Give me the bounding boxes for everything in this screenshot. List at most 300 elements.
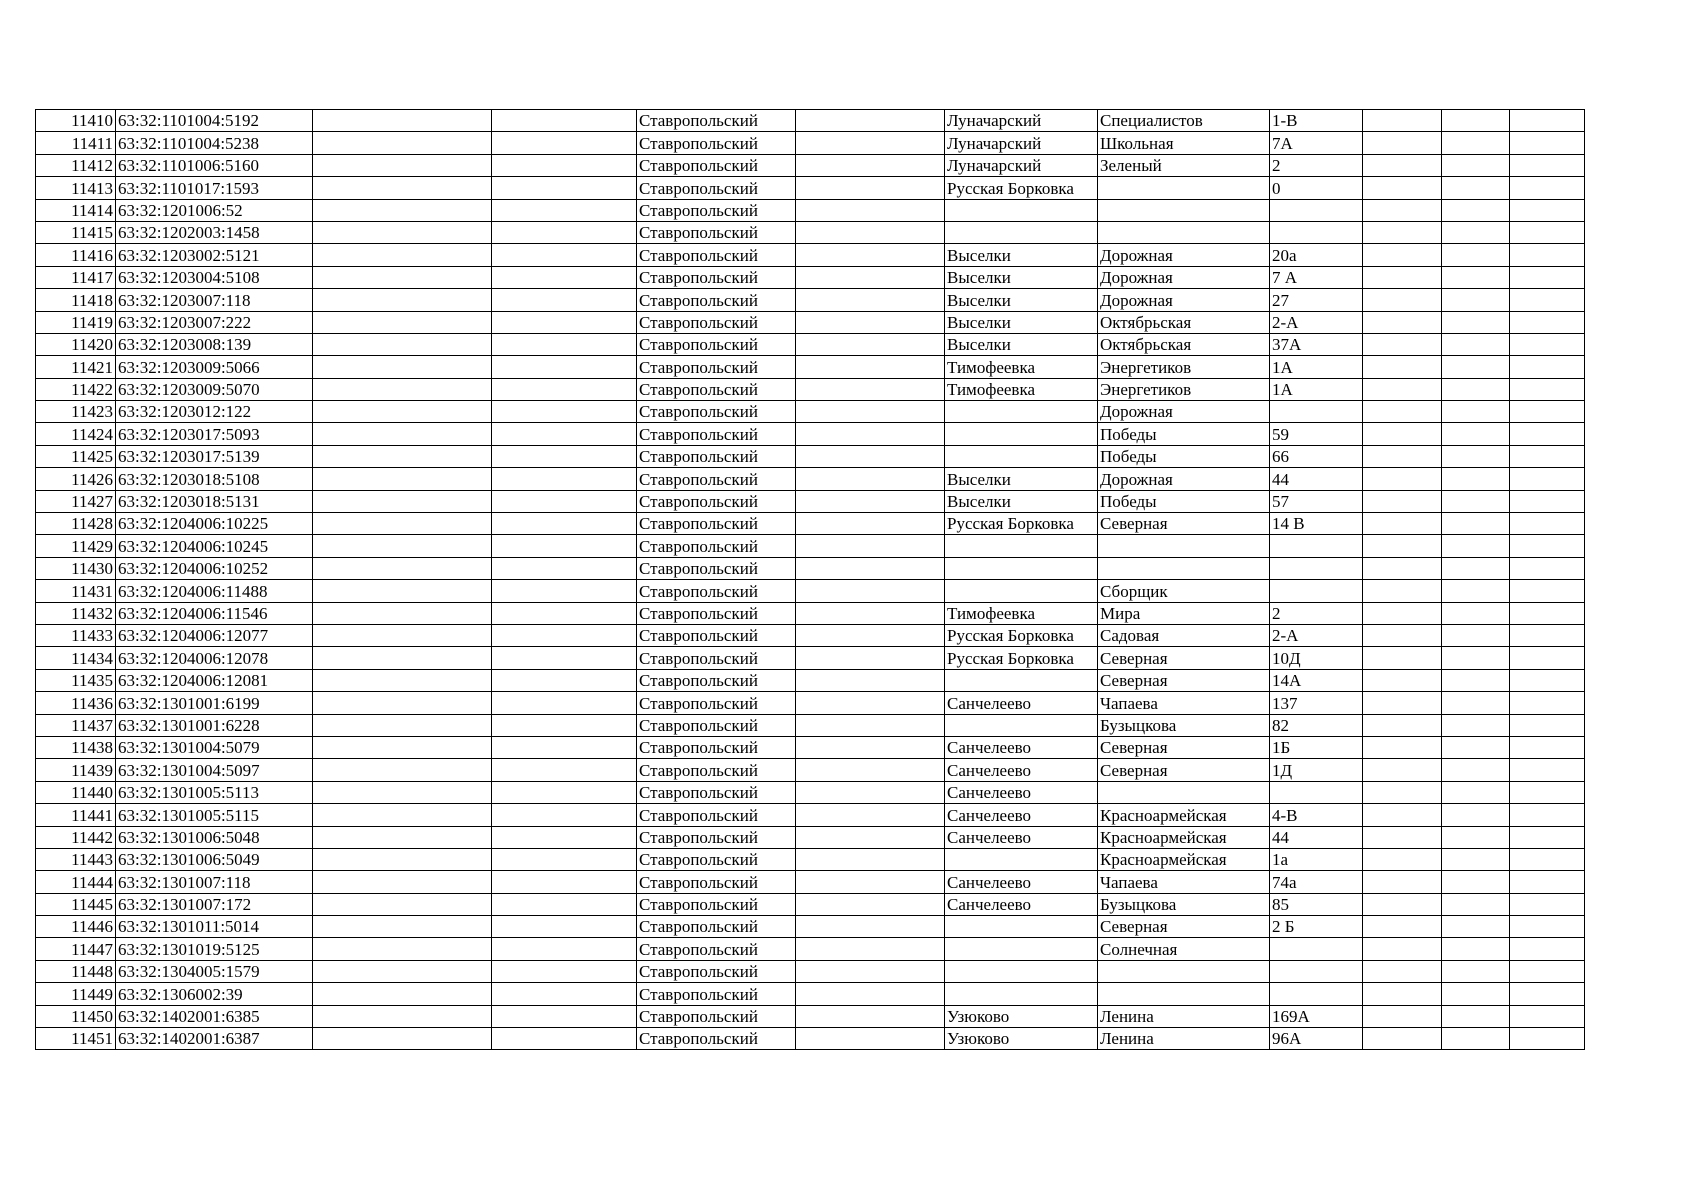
- empty-cell: [796, 848, 945, 870]
- empty-cell: [796, 557, 945, 579]
- empty-cell: [492, 938, 637, 960]
- district-cell: Ставропольский: [637, 221, 796, 243]
- empty-cell: [1442, 826, 1510, 848]
- empty-cell: [1442, 960, 1510, 982]
- locality-cell: Русская Борковка: [945, 513, 1098, 535]
- empty-cell: [492, 692, 637, 714]
- empty-cell: [492, 266, 637, 288]
- locality-cell: Выселки: [945, 289, 1098, 311]
- empty-cell: [796, 916, 945, 938]
- empty-cell: [492, 423, 637, 445]
- table-row: [36, 311, 1585, 333]
- street-cell: Мира: [1098, 602, 1270, 624]
- empty-cell: [1363, 132, 1442, 154]
- street-cell: Солнечная: [1098, 938, 1270, 960]
- empty-cell: [796, 804, 945, 826]
- empty-cell: [796, 960, 945, 982]
- locality-cell: Выселки: [945, 333, 1098, 355]
- row-number-cell: 11431: [36, 580, 116, 602]
- cadastral-number-cell: 63:32:1101006:5160: [116, 154, 313, 176]
- empty-cell: [313, 289, 492, 311]
- empty-cell: [1363, 110, 1442, 132]
- empty-cell: [1510, 199, 1585, 221]
- table-row: [36, 110, 1585, 132]
- table-row: [36, 602, 1585, 624]
- empty-cell: [1363, 1005, 1442, 1027]
- empty-cell: [492, 1005, 637, 1027]
- cadastral-number-cell: 63:32:1301007:118: [116, 871, 313, 893]
- cadastral-number-cell: 63:32:1203002:5121: [116, 244, 313, 266]
- empty-cell: [492, 580, 637, 602]
- empty-cell: [313, 221, 492, 243]
- empty-cell: [796, 871, 945, 893]
- empty-cell: [1363, 266, 1442, 288]
- empty-cell: [1442, 781, 1510, 803]
- table-row: [36, 333, 1585, 355]
- locality-cell: Узюково: [945, 1028, 1098, 1050]
- street-cell: Сборщик: [1098, 580, 1270, 602]
- empty-cell: [796, 580, 945, 602]
- empty-cell: [1442, 759, 1510, 781]
- empty-cell: [1510, 781, 1585, 803]
- empty-cell: [492, 781, 637, 803]
- table-row: [36, 132, 1585, 154]
- district-cell: Ставропольский: [637, 938, 796, 960]
- table-row: [36, 378, 1585, 400]
- row-number-cell: 11430: [36, 557, 116, 579]
- empty-cell: [1442, 624, 1510, 646]
- district-cell: Ставропольский: [637, 557, 796, 579]
- empty-cell: [796, 289, 945, 311]
- cadastral-number-cell: 63:32:1301019:5125: [116, 938, 313, 960]
- row-number-cell: 11446: [36, 916, 116, 938]
- empty-cell: [1363, 624, 1442, 646]
- district-cell: Ставропольский: [637, 468, 796, 490]
- empty-cell: [1363, 154, 1442, 176]
- empty-cell: [1363, 871, 1442, 893]
- cadastral-number-cell: 63:32:1301004:5079: [116, 736, 313, 758]
- locality-cell: Выселки: [945, 468, 1098, 490]
- street-cell: Победы: [1098, 445, 1270, 467]
- empty-cell: [1363, 557, 1442, 579]
- empty-cell: [1363, 781, 1442, 803]
- empty-cell: [1510, 132, 1585, 154]
- empty-cell: [313, 580, 492, 602]
- locality-cell: Санчелеево: [945, 759, 1098, 781]
- empty-cell: [1510, 736, 1585, 758]
- district-cell: Ставропольский: [637, 669, 796, 691]
- empty-cell: [492, 445, 637, 467]
- empty-cell: [313, 848, 492, 870]
- house-number-cell: [1270, 960, 1363, 982]
- empty-cell: [313, 736, 492, 758]
- locality-cell: Выселки: [945, 311, 1098, 333]
- empty-cell: [313, 423, 492, 445]
- district-cell: Ставропольский: [637, 736, 796, 758]
- row-number-cell: 11419: [36, 311, 116, 333]
- locality-cell: Санчелеево: [945, 692, 1098, 714]
- row-number-cell: 11434: [36, 647, 116, 669]
- empty-cell: [1510, 848, 1585, 870]
- empty-cell: [1510, 266, 1585, 288]
- empty-cell: [796, 983, 945, 1005]
- district-cell: Ставропольский: [637, 826, 796, 848]
- locality-cell: [945, 445, 1098, 467]
- empty-cell: [313, 781, 492, 803]
- street-cell: [1098, 221, 1270, 243]
- empty-cell: [796, 602, 945, 624]
- empty-cell: [1510, 513, 1585, 535]
- table-row: [36, 916, 1585, 938]
- empty-cell: [796, 826, 945, 848]
- empty-cell: [492, 199, 637, 221]
- empty-cell: [313, 602, 492, 624]
- empty-cell: [1363, 445, 1442, 467]
- empty-cell: [1363, 468, 1442, 490]
- house-number-cell: 66: [1270, 445, 1363, 467]
- empty-cell: [1363, 311, 1442, 333]
- empty-cell: [1442, 647, 1510, 669]
- empty-cell: [313, 445, 492, 467]
- cadastral-number-cell: 63:32:1204006:10252: [116, 557, 313, 579]
- cadastral-number-cell: 63:32:1201006:52: [116, 199, 313, 221]
- district-cell: Ставропольский: [637, 759, 796, 781]
- cadastral-number-cell: 63:32:1301006:5048: [116, 826, 313, 848]
- cadastral-number-cell: 63:32:1203012:122: [116, 401, 313, 423]
- cadastral-number-cell: 63:32:1203017:5093: [116, 423, 313, 445]
- district-cell: Ставропольский: [637, 960, 796, 982]
- empty-cell: [1442, 1028, 1510, 1050]
- empty-cell: [1363, 692, 1442, 714]
- table-row: [36, 804, 1585, 826]
- row-number-cell: 11432: [36, 602, 116, 624]
- house-number-cell: 14 В: [1270, 513, 1363, 535]
- row-number-cell: 11436: [36, 692, 116, 714]
- locality-cell: [945, 221, 1098, 243]
- district-cell: Ставропольский: [637, 1028, 796, 1050]
- house-number-cell: [1270, 781, 1363, 803]
- empty-cell: [313, 557, 492, 579]
- row-number-cell: 11444: [36, 871, 116, 893]
- empty-cell: [1442, 557, 1510, 579]
- empty-cell: [1363, 513, 1442, 535]
- empty-cell: [1363, 289, 1442, 311]
- cadastral-number-cell: 63:32:1101004:5192: [116, 110, 313, 132]
- table-row: [36, 535, 1585, 557]
- street-cell: Красноармейская: [1098, 804, 1270, 826]
- empty-cell: [1510, 356, 1585, 378]
- cadastral-number-cell: 63:32:1204006:12081: [116, 669, 313, 691]
- row-number-cell: 11416: [36, 244, 116, 266]
- cadastral-number-cell: 63:32:1301001:6199: [116, 692, 313, 714]
- empty-cell: [492, 557, 637, 579]
- street-cell: Бузыцкова: [1098, 714, 1270, 736]
- empty-cell: [1510, 110, 1585, 132]
- street-cell: Победы: [1098, 490, 1270, 512]
- district-cell: Ставропольский: [637, 848, 796, 870]
- district-cell: Ставропольский: [637, 580, 796, 602]
- empty-cell: [1442, 132, 1510, 154]
- row-number-cell: 11428: [36, 513, 116, 535]
- empty-cell: [492, 916, 637, 938]
- empty-cell: [1442, 580, 1510, 602]
- empty-cell: [1510, 311, 1585, 333]
- table-row: [36, 177, 1585, 199]
- empty-cell: [1363, 938, 1442, 960]
- street-cell: Ленина: [1098, 1005, 1270, 1027]
- empty-cell: [796, 110, 945, 132]
- row-number-cell: 11449: [36, 983, 116, 1005]
- empty-cell: [1363, 714, 1442, 736]
- empty-cell: [1510, 244, 1585, 266]
- empty-cell: [313, 938, 492, 960]
- cadastral-number-cell: 63:32:1301005:5113: [116, 781, 313, 803]
- empty-cell: [796, 714, 945, 736]
- empty-cell: [492, 759, 637, 781]
- district-cell: Ставропольский: [637, 356, 796, 378]
- locality-cell: Санчелеево: [945, 736, 1098, 758]
- district-cell: Ставропольский: [637, 893, 796, 915]
- empty-cell: [1442, 423, 1510, 445]
- street-cell: Школьная: [1098, 132, 1270, 154]
- empty-cell: [1510, 468, 1585, 490]
- empty-cell: [313, 893, 492, 915]
- house-number-cell: 2-А: [1270, 624, 1363, 646]
- locality-cell: [945, 916, 1098, 938]
- empty-cell: [492, 177, 637, 199]
- empty-cell: [313, 333, 492, 355]
- row-number-cell: 11421: [36, 356, 116, 378]
- empty-cell: [1510, 714, 1585, 736]
- house-number-cell: 96А: [1270, 1028, 1363, 1050]
- table-row: [36, 736, 1585, 758]
- empty-cell: [313, 669, 492, 691]
- empty-cell: [796, 401, 945, 423]
- empty-cell: [1363, 333, 1442, 355]
- district-cell: Ставропольский: [637, 311, 796, 333]
- empty-cell: [1442, 401, 1510, 423]
- empty-cell: [313, 311, 492, 333]
- empty-cell: [1442, 938, 1510, 960]
- locality-cell: [945, 580, 1098, 602]
- table-body: [36, 110, 1585, 1050]
- row-number-cell: 11414: [36, 199, 116, 221]
- street-cell: Садовая: [1098, 624, 1270, 646]
- locality-cell: [945, 938, 1098, 960]
- empty-cell: [796, 378, 945, 400]
- empty-cell: [313, 759, 492, 781]
- empty-cell: [1510, 960, 1585, 982]
- cadastral-number-cell: 63:32:1203018:5131: [116, 490, 313, 512]
- empty-cell: [1363, 1028, 1442, 1050]
- house-number-cell: 0: [1270, 177, 1363, 199]
- table-row: [36, 199, 1585, 221]
- cadastral-number-cell: 63:32:1203017:5139: [116, 445, 313, 467]
- empty-cell: [492, 311, 637, 333]
- empty-cell: [492, 289, 637, 311]
- house-number-cell: 82: [1270, 714, 1363, 736]
- district-cell: Ставропольский: [637, 983, 796, 1005]
- table-row: [36, 848, 1585, 870]
- district-cell: Ставропольский: [637, 916, 796, 938]
- district-cell: Ставропольский: [637, 110, 796, 132]
- empty-cell: [492, 893, 637, 915]
- empty-cell: [313, 960, 492, 982]
- district-cell: Ставропольский: [637, 177, 796, 199]
- empty-cell: [1510, 445, 1585, 467]
- row-number-cell: 11423: [36, 401, 116, 423]
- empty-cell: [1363, 490, 1442, 512]
- locality-cell: Выселки: [945, 490, 1098, 512]
- empty-cell: [313, 1005, 492, 1027]
- locality-cell: Русская Борковка: [945, 624, 1098, 646]
- table-row: [36, 468, 1585, 490]
- locality-cell: [945, 714, 1098, 736]
- empty-cell: [492, 154, 637, 176]
- empty-cell: [492, 468, 637, 490]
- house-number-cell: [1270, 221, 1363, 243]
- empty-cell: [492, 1028, 637, 1050]
- table-row: [36, 445, 1585, 467]
- table-row: [36, 557, 1585, 579]
- cadastral-number-cell: 63:32:1203004:5108: [116, 266, 313, 288]
- table-row: [36, 647, 1585, 669]
- street-cell: Красноармейская: [1098, 826, 1270, 848]
- empty-cell: [1363, 826, 1442, 848]
- street-cell: Чапаева: [1098, 692, 1270, 714]
- street-cell: Дорожная: [1098, 289, 1270, 311]
- empty-cell: [1363, 893, 1442, 915]
- empty-cell: [313, 490, 492, 512]
- street-cell: Дорожная: [1098, 244, 1270, 266]
- row-number-cell: 11412: [36, 154, 116, 176]
- house-number-cell: 1-В: [1270, 110, 1363, 132]
- empty-cell: [1363, 378, 1442, 400]
- empty-cell: [796, 624, 945, 646]
- empty-cell: [313, 826, 492, 848]
- empty-cell: [492, 624, 637, 646]
- empty-cell: [313, 1028, 492, 1050]
- empty-cell: [796, 669, 945, 691]
- district-cell: Ставропольский: [637, 132, 796, 154]
- empty-cell: [796, 423, 945, 445]
- empty-cell: [1510, 983, 1585, 1005]
- empty-cell: [796, 490, 945, 512]
- empty-cell: [1363, 848, 1442, 870]
- locality-cell: Санчелеево: [945, 826, 1098, 848]
- empty-cell: [1510, 893, 1585, 915]
- table-row: [36, 1005, 1585, 1027]
- locality-cell: Тимофеевка: [945, 378, 1098, 400]
- row-number-cell: 11417: [36, 266, 116, 288]
- empty-cell: [1510, 826, 1585, 848]
- house-number-cell: 14А: [1270, 669, 1363, 691]
- house-number-cell: 7 А: [1270, 266, 1363, 288]
- empty-cell: [796, 938, 945, 960]
- cadastral-number-cell: 63:32:1304005:1579: [116, 960, 313, 982]
- empty-cell: [1442, 714, 1510, 736]
- house-number-cell: 20а: [1270, 244, 1363, 266]
- empty-cell: [796, 244, 945, 266]
- empty-cell: [796, 311, 945, 333]
- house-number-cell: 85: [1270, 893, 1363, 915]
- locality-cell: [945, 960, 1098, 982]
- table-row: [36, 513, 1585, 535]
- empty-cell: [492, 736, 637, 758]
- empty-cell: [313, 535, 492, 557]
- district-cell: Ставропольский: [637, 490, 796, 512]
- empty-cell: [1510, 647, 1585, 669]
- street-cell: [1098, 557, 1270, 579]
- locality-cell: Санчелеево: [945, 781, 1098, 803]
- data-table: [35, 109, 1585, 1050]
- empty-cell: [1510, 669, 1585, 691]
- table-row: [36, 826, 1585, 848]
- house-number-cell: 44: [1270, 826, 1363, 848]
- street-cell: [1098, 983, 1270, 1005]
- table-row: [36, 893, 1585, 915]
- empty-cell: [1363, 804, 1442, 826]
- locality-cell: Русская Борковка: [945, 647, 1098, 669]
- empty-cell: [492, 983, 637, 1005]
- locality-cell: [945, 423, 1098, 445]
- empty-cell: [1442, 848, 1510, 870]
- house-number-cell: [1270, 401, 1363, 423]
- empty-cell: [1510, 804, 1585, 826]
- empty-cell: [492, 513, 637, 535]
- row-number-cell: 11410: [36, 110, 116, 132]
- empty-cell: [1510, 490, 1585, 512]
- empty-cell: [796, 266, 945, 288]
- street-cell: Северная: [1098, 669, 1270, 691]
- empty-cell: [1442, 199, 1510, 221]
- cadastral-number-cell: 63:32:1203007:118: [116, 289, 313, 311]
- cadastral-number-cell: 63:32:1204006:10245: [116, 535, 313, 557]
- empty-cell: [1442, 445, 1510, 467]
- street-cell: Северная: [1098, 736, 1270, 758]
- empty-cell: [313, 871, 492, 893]
- house-number-cell: 1Б: [1270, 736, 1363, 758]
- empty-cell: [492, 132, 637, 154]
- district-cell: Ставропольский: [637, 154, 796, 176]
- empty-cell: [313, 468, 492, 490]
- table-row: [36, 871, 1585, 893]
- table-row: [36, 244, 1585, 266]
- house-number-cell: 7А: [1270, 132, 1363, 154]
- row-number-cell: 11443: [36, 848, 116, 870]
- empty-cell: [492, 490, 637, 512]
- cadastral-number-cell: 63:32:1101004:5238: [116, 132, 313, 154]
- locality-cell: [945, 535, 1098, 557]
- street-cell: Дорожная: [1098, 401, 1270, 423]
- empty-cell: [1363, 602, 1442, 624]
- table-row: [36, 938, 1585, 960]
- empty-cell: [796, 356, 945, 378]
- locality-cell: [945, 983, 1098, 1005]
- row-number-cell: 11420: [36, 333, 116, 355]
- row-number-cell: 11438: [36, 736, 116, 758]
- empty-cell: [492, 848, 637, 870]
- empty-cell: [313, 401, 492, 423]
- empty-cell: [1510, 535, 1585, 557]
- row-number-cell: 11445: [36, 893, 116, 915]
- row-number-cell: 11427: [36, 490, 116, 512]
- table-row: [36, 669, 1585, 691]
- empty-cell: [492, 602, 637, 624]
- empty-cell: [1510, 580, 1585, 602]
- cadastral-number-cell: 63:32:1204006:12078: [116, 647, 313, 669]
- cadastral-number-cell: 63:32:1402001:6387: [116, 1028, 313, 1050]
